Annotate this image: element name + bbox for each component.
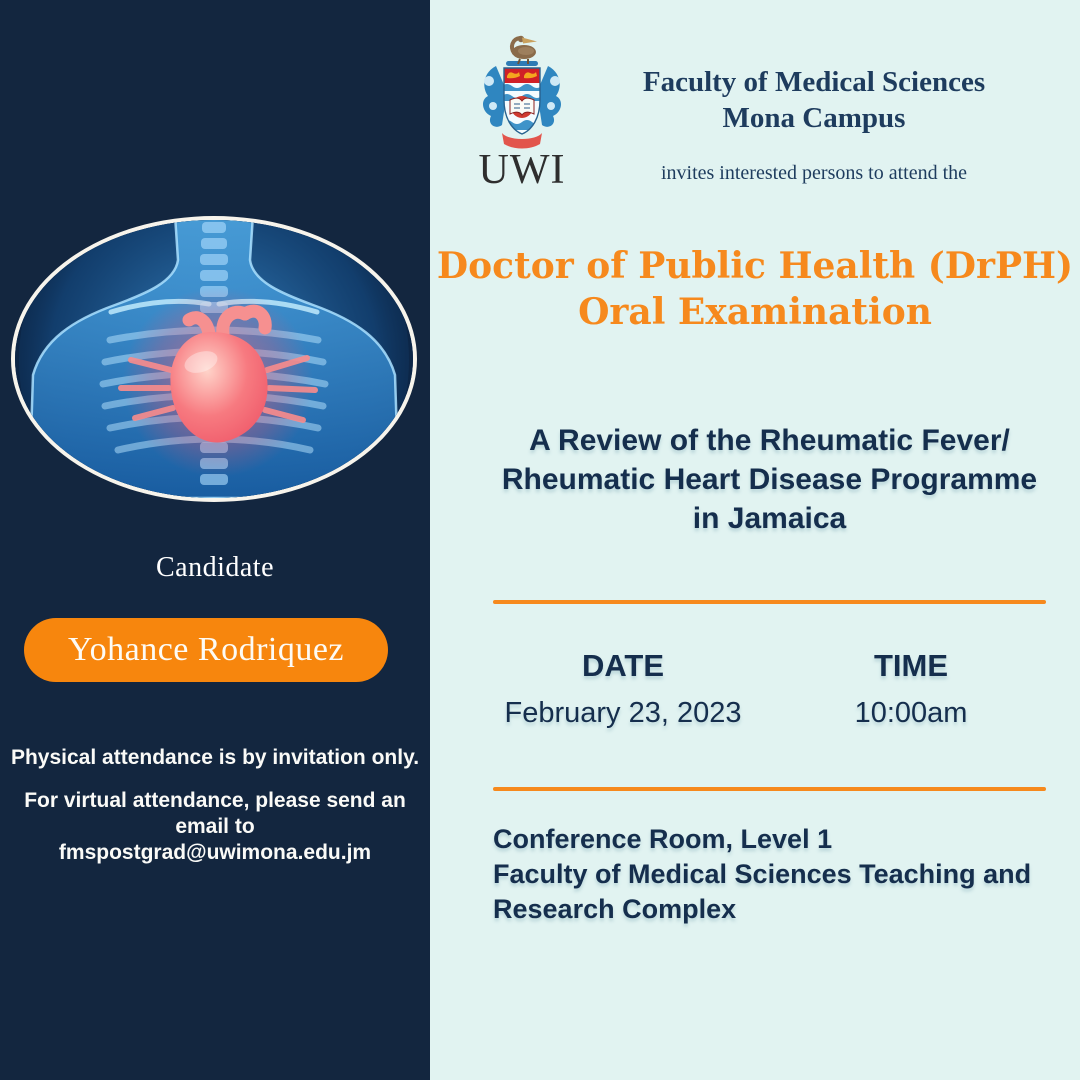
venue-text: [493, 822, 1046, 927]
candidate-label: Candidate: [155, 552, 275, 583]
divider-bottom: [493, 787, 1046, 791]
heart-anatomy-illustration: [15, 220, 413, 498]
divider-top: [493, 600, 1046, 604]
chest-xray-heart-image: [11, 216, 417, 502]
faculty-name: [588, 64, 1040, 136]
thesis-line3: in Jamaica: [692, 502, 847, 535]
uwi-logo: [474, 34, 570, 194]
date-time-row: [493, 648, 1046, 758]
date-block: [493, 648, 753, 730]
faculty-line2: Mona Campus: [722, 102, 906, 134]
invitation-line: invites interested persons to attend the: [660, 162, 968, 184]
left-panel: [0, 0, 430, 1080]
event-title-line2: Oral Examination: [578, 291, 932, 333]
time-label: TIME: [873, 648, 949, 683]
contact-email: fmspostgrad@uwimona.edu.jm: [58, 841, 372, 864]
event-title-line1: Doctor of Public Health (DrPH): [436, 245, 1074, 287]
time-block: [776, 648, 1046, 730]
date-label: DATE: [581, 648, 665, 683]
main-panel: [430, 0, 1080, 1080]
candidate-name-badge: [24, 618, 388, 682]
thesis-title: [493, 421, 1046, 538]
uwi-wordmark: UWI: [478, 147, 566, 193]
thesis-line2: Rheumatic Heart Disease Programme: [501, 463, 1038, 496]
thesis-line1: A Review of the Rheumatic Fever/: [529, 424, 1010, 457]
time-value: 10:00am: [854, 697, 968, 729]
header-text: [588, 64, 1040, 185]
virtual-attendance-note: [0, 788, 430, 866]
event-title: [430, 243, 1080, 335]
candidate-name: Yohance Rodriquez: [67, 631, 345, 668]
faculty-line1: Faculty of Medical Sciences: [642, 66, 986, 98]
uwi-crest-icon: [476, 34, 568, 150]
venue-line3: Research Complex: [493, 894, 737, 924]
physical-attendance-note: Physical attendance is by invitation only.: [10, 746, 420, 769]
date-value: February 23, 2023: [504, 697, 742, 729]
venue-line2: Faculty of Medical Sciences Teaching and: [493, 859, 1032, 889]
venue-line1: Conference Room, Level 1: [493, 824, 833, 854]
virtual-note-text: For virtual attendance, please send an email to: [24, 789, 406, 838]
